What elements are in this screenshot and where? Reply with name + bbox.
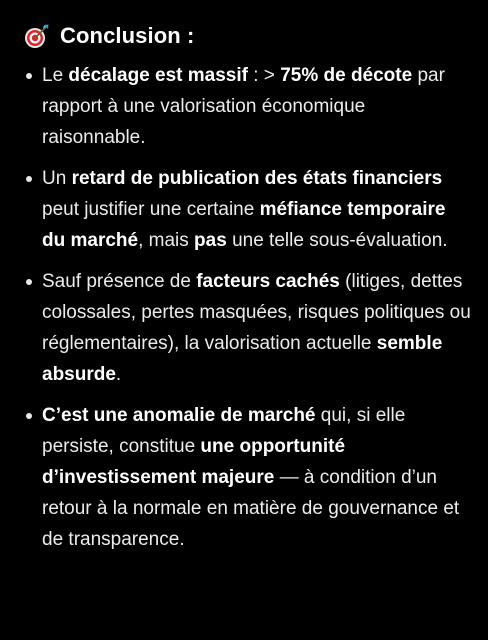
body-text: , mais [138,230,195,251]
bold-text: décalage est massif [68,65,248,86]
bold-text: pas [194,230,227,251]
body-text: peut justifier une certaine [42,199,260,220]
bold-text: 75% de décote [280,65,413,86]
bold-text: facteurs cachés [196,271,340,292]
list-item [24,400,472,555]
body-text: Un [42,168,72,189]
bold-text: C’est une anomalie de marché [42,405,316,426]
list-item [24,266,472,390]
bold-text: semble absurde [42,333,443,385]
bullet-dot [26,413,32,419]
dart-target-icon [24,23,50,49]
body-text: : > [247,65,281,86]
conclusion-list [24,60,472,565]
bullet-dot [26,73,32,79]
body-text: qui, si elle persiste, constitue [42,405,406,457]
body-text: Sauf présence de [42,271,197,292]
body-text: . [115,364,122,385]
body-text: — à condition d’un retour à la normale en matière de gouvernance et de transparence. [42,467,460,550]
bullet-dot [26,176,32,182]
body-text: (litiges, dettes colossales, pertes masquées, risques politiques ou réglementaires), la valorisation actuelle [42,271,471,354]
body-text: une telle sous-évaluation. [226,230,448,251]
list-item [24,163,472,256]
page-title: Conclusion : [60,23,195,48]
body-text: par rapport à une valorisation économique raisonnable. [42,65,445,148]
list-item [24,60,472,153]
bold-text: méfiance temporaire du marché [42,199,446,251]
body-text: Le [42,65,69,86]
section-heading [24,18,194,54]
bold-text: une opportunité d’investissement majeure [42,436,346,488]
bold-text: retard de publication des états financiers [71,168,443,189]
bullet-dot [26,279,32,285]
